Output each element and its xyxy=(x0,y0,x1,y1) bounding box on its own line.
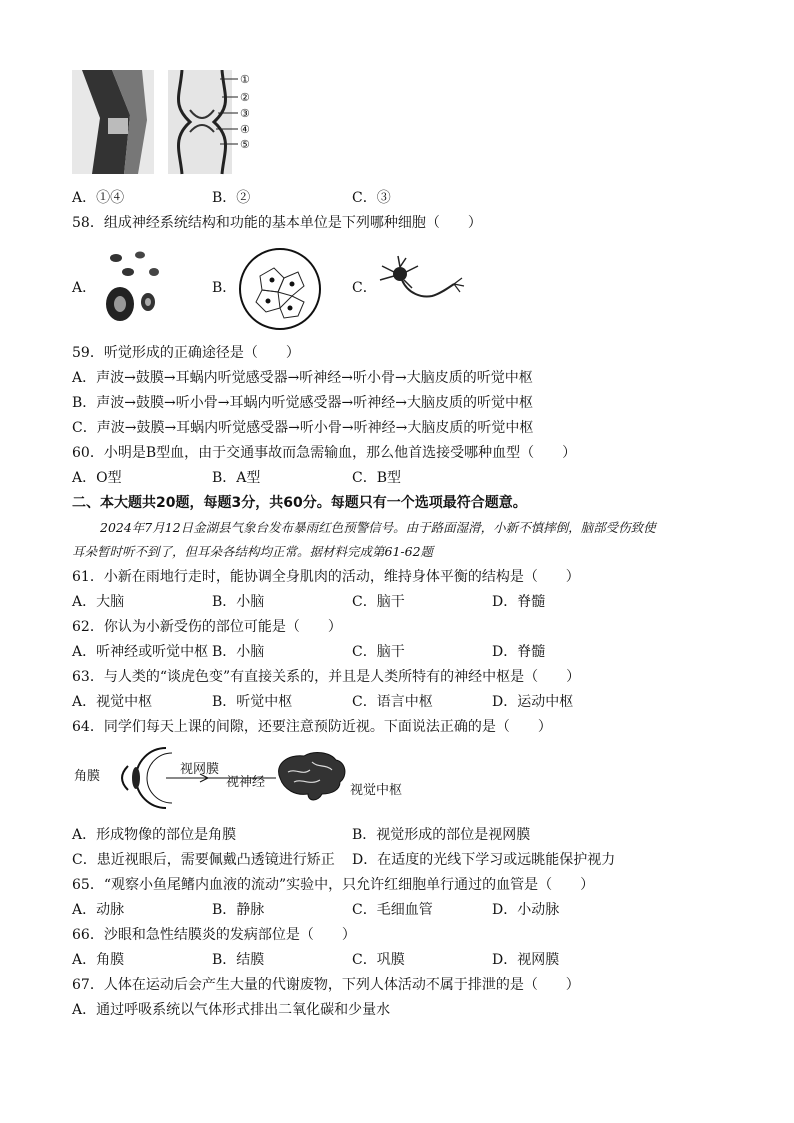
q61-stem: 61．小新在雨地行走时，能协调全身肌肉的活动，维持身体平衡的结构是（ ） xyxy=(72,569,580,585)
q63-option-c[interactable]: C．语言中枢 xyxy=(352,694,433,710)
label-retina: 视网膜 xyxy=(180,762,220,777)
knee-label-5: ⑤ xyxy=(240,138,250,151)
section-2-heading: 二、本大题共20题，每题3分，共60分。每题只有一个选项最符合题意。 xyxy=(72,495,527,511)
q65-option-d[interactable]: D．小动脉 xyxy=(492,902,560,918)
q65-option-c[interactable]: C．毛细血管 xyxy=(352,902,433,918)
label-optic-nerve: 视神经 xyxy=(226,775,266,790)
q64-option-b[interactable]: B．视觉形成的部位是视网膜 xyxy=(352,827,531,843)
q62-option-a[interactable]: A．听神经或听觉中枢 xyxy=(72,644,209,660)
passage-line-1: 2024年7月12日金湖县气象台发布暴雨红色预警信号。由于路面湿滑，小新不慎摔倒，脑部受伤致使 xyxy=(100,520,656,535)
q57-option-b[interactable]: B．② xyxy=(212,190,251,206)
q61-option-d[interactable]: D．脊髓 xyxy=(492,594,546,610)
q66-option-b[interactable]: B．结膜 xyxy=(212,952,265,968)
q63-stem: 63．与人类的“谈虎色变”有直接关系的，并且是人类所特有的神经中枢是（ ） xyxy=(72,669,581,685)
q57-option-a[interactable]: A．①④ xyxy=(72,190,125,206)
q59-option-b[interactable]: B．声波→鼓膜→听小骨→耳蜗内听觉感受器→听神经→大脑皮质的听觉中枢 xyxy=(72,395,533,411)
q64-option-a[interactable]: A．形成物像的部位是角膜 xyxy=(72,827,237,843)
q63-option-a[interactable]: A．视觉中枢 xyxy=(72,694,153,710)
q59-option-c[interactable]: C．声波→鼓膜→耳蜗内听觉感受器→听小骨→听神经→大脑皮质的听觉中枢 xyxy=(72,420,534,436)
q58-option-a[interactable]: A． xyxy=(72,280,97,296)
q63-option-d[interactable]: D．运动中枢 xyxy=(492,694,574,710)
q64-stem: 64．同学们每天上课的间隙，还要注意预防近视。下面说法正确的是（ ） xyxy=(72,719,552,735)
q58-option-b[interactable]: B． xyxy=(212,280,237,296)
q58-stem: 58．组成神经系统结构和功能的基本单位是下列哪种细胞（ ） xyxy=(72,215,482,231)
q60-stem: 60．小明是B型血，由于交通事故而急需输血，那么他首选接受哪种血型（ ） xyxy=(72,445,577,461)
q57-option-c[interactable]: C．③ xyxy=(352,190,391,206)
label-visual-center: 视觉中枢 xyxy=(350,783,403,798)
q59-option-a[interactable]: A．声波→鼓膜→耳蜗内听觉感受器→听神经→听小骨→大脑皮质的听觉中枢 xyxy=(72,370,533,386)
knee-label-1: ① xyxy=(240,73,250,86)
q58-option-c[interactable]: C． xyxy=(352,280,377,296)
q62-option-d[interactable]: D．脊髓 xyxy=(492,644,546,660)
q60-option-a[interactable]: A．O型 xyxy=(72,470,122,486)
red-blood-cells-figure xyxy=(100,248,164,330)
q62-option-b[interactable]: B．小脑 xyxy=(212,644,265,660)
q66-option-c[interactable]: C．巩膜 xyxy=(352,952,405,968)
q61-option-b[interactable]: B．小脑 xyxy=(212,594,265,610)
q64-option-c[interactable]: C．患近视眼后，需要佩戴凸透镜进行矫正 xyxy=(72,852,335,868)
q66-option-a[interactable]: A．角膜 xyxy=(72,952,125,968)
knee-figure xyxy=(72,70,272,176)
q60-option-c[interactable]: C．B型 xyxy=(352,470,401,486)
q59-stem: 59．听觉形成的正确途径是（ ） xyxy=(72,345,300,361)
knee-label-4: ④ xyxy=(240,123,250,136)
q60-option-b[interactable]: B．A型 xyxy=(212,470,261,486)
passage-line-2: 耳朵暂时听不到了，但耳朵各结构均正常。据材料完成第61-62题 xyxy=(72,544,434,559)
q62-option-c[interactable]: C．脑干 xyxy=(352,644,405,660)
q61-option-a[interactable]: A．大脑 xyxy=(72,594,125,610)
q63-option-b[interactable]: B．听觉中枢 xyxy=(212,694,293,710)
q67-option-a[interactable]: A．通过呼吸系统以气体形式排出二氧化碳和少量水 xyxy=(72,1002,391,1018)
q65-stem: 65．“观察小鱼尾鳍内血液的流动”实验中，只允许红细胞单行通过的血管是（ ） xyxy=(72,877,595,893)
q62-stem: 62．你认为小新受伤的部位可能是（ ） xyxy=(72,619,342,635)
q65-option-a[interactable]: A．动脉 xyxy=(72,902,125,918)
knee-label-3: ③ xyxy=(240,107,250,120)
q66-stem: 66．沙眼和急性结膜炎的发病部位是（ ） xyxy=(72,927,356,943)
knee-label-2: ② xyxy=(240,91,250,104)
neuron-figure xyxy=(374,254,466,324)
epithelial-cells-figure xyxy=(234,246,326,332)
q66-option-d[interactable]: D．视网膜 xyxy=(492,952,560,968)
q61-option-c[interactable]: C．脑干 xyxy=(352,594,405,610)
q65-option-b[interactable]: B．静脉 xyxy=(212,902,265,918)
q67-stem: 67．人体在运动后会产生大量的代谢废物，下列人体活动不属于排泄的是（ ） xyxy=(72,977,580,993)
q64-option-d[interactable]: D．在适度的光线下学习或远眺能保护视力 xyxy=(352,852,616,868)
label-cornea: 角膜 xyxy=(74,769,101,784)
